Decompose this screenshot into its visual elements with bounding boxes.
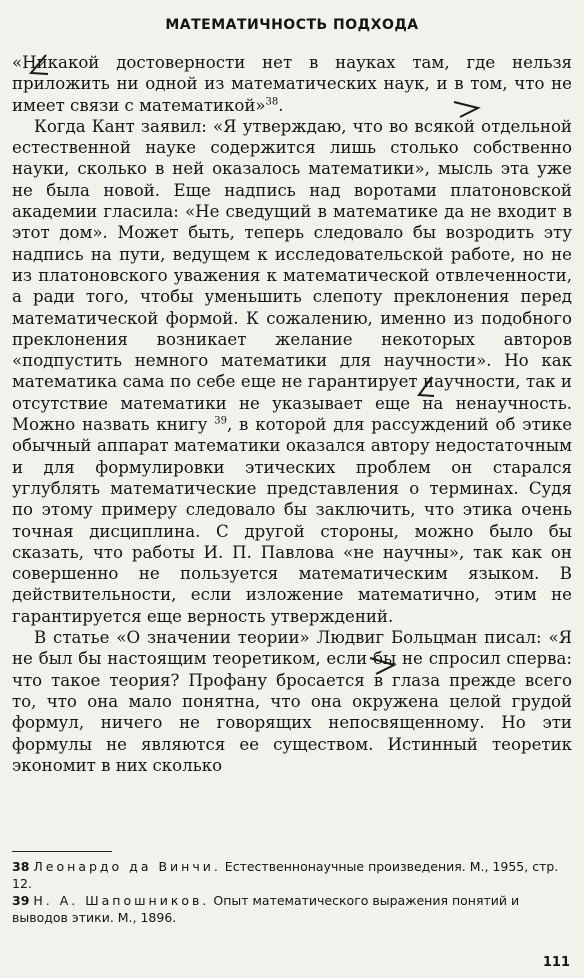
footnote-39-text: Опыт математического выражения понятий и выводов этики. М., 1896. <box>12 893 520 925</box>
body-text <box>12 52 572 776</box>
paragraph-2-end: , в которой для рассуждений об этике обычный аппарат математики оказался автору недостаточным и для формулировки этических проблем он старался углублять математические представления о терминах. Судя по этому примеру следовало бы заключить, что этика очень точная дисциплина. С другой стороны, можно было бы сказать, что работы И. П. Павлова «не научны», так как он совершенно не пользуется математическим языком. В действительности, если изложение математично, этим не гарантируется еще верность утверждений. <box>12 415 573 626</box>
paragraph-1-text: «Никакой достоверности нет в науках там, где нельзя приложить ни одной из математических наук, и в том, что не имеет связи с математикой» <box>12 53 572 115</box>
footnote-38 <box>12 858 572 892</box>
footnote-39-author: Н. А. Шапошников. <box>33 893 210 908</box>
note-ref-38[interactable]: 38 <box>265 96 279 108</box>
paragraph-2 <box>12 116 572 627</box>
paragraph-1 <box>12 52 572 116</box>
paragraph-3-text: В статье «О значении теории» Людвиг Больцман писал: «Я не был бы настоящим теоретиком, если бы не спросил сперва: что такое теория? Профану бросается в глаза прежде всего то, что она мало понятна, что она окружена целой грудой формул, ничего не говорящих непосвященному. Но эти формулы не являются ее существом. Истинный теоретик экономит в них сколько <box>12 628 572 775</box>
footnote-rule <box>12 851 112 852</box>
note-ref-39[interactable]: 39 <box>214 415 227 427</box>
footnote-39-number: 39 <box>12 893 30 908</box>
footnote-38-author: Леонардо да Винчи. <box>33 859 221 874</box>
footnote-38-text: Естественнонаучные произведения. М., 1955, стр. 12. <box>12 859 559 891</box>
running-head: МАТЕМАТИЧНОСТЬ ПОДХОДА <box>165 17 419 33</box>
paragraph-1-end: . <box>278 95 284 115</box>
paragraph-2-text: Когда Кант заявил: «Я утверждаю, что во всякой отдельной естественной науке содержится лишь столько собственно науки, сколько в ней оказалось математики», мысль эта уже не была новой. Еще надпись над воротами платоновской академии гласила: «Не сведущий в математике да не входит в этот дом». Может быть, теперь следовало бы возродить эту надпись на пути, ведущем к исследовательской работе, но не из платоновского уважения к математической отвлеченности, а ради того, чтобы уменьшить слепоту преклонения перед математической формой. К сожалению, именно из подобного преклонения возникает желание некоторых авторов «подпустить немного математики для научности». Но как математика сама по себе еще не гарантирует научности, так и отсутствие математики не указывает еще на ненаучность. Можно назвать книгу <box>12 116 572 435</box>
paragraph-3 <box>12 627 572 776</box>
page-number: 111 <box>542 955 570 970</box>
footnote-38-number: 38 <box>12 859 30 874</box>
footnotes <box>12 858 572 926</box>
footnote-39 <box>12 892 572 926</box>
